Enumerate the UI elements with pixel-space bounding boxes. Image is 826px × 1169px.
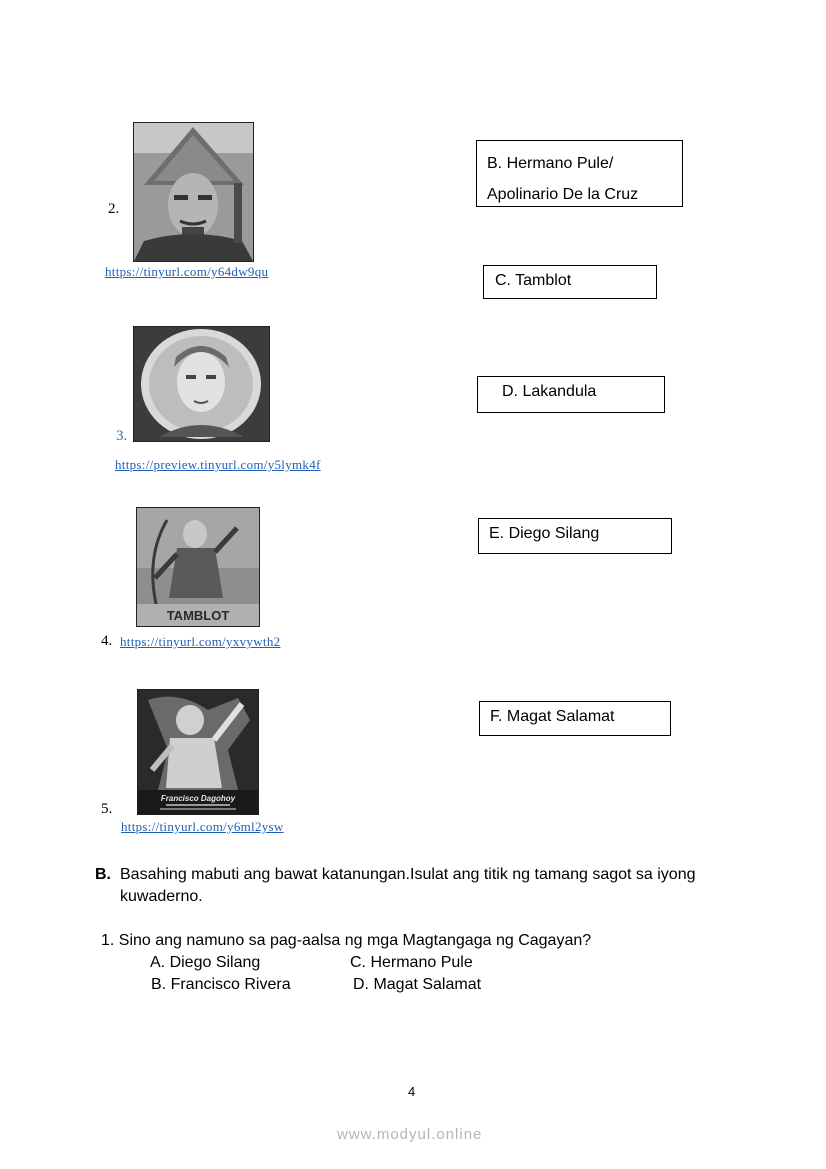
question-1-option-a: A. Diego Silang bbox=[150, 954, 261, 971]
question-1-option-d: D. Magat Salamat bbox=[353, 976, 482, 993]
picture-item-4 bbox=[136, 507, 260, 627]
choice-c-label: C. Tamblot bbox=[495, 272, 572, 289]
item-number-3: 3. bbox=[116, 428, 128, 444]
picture-caption-dagohoy: Francisco Dagohoy bbox=[160, 794, 236, 803]
picture-item-3 bbox=[133, 326, 270, 442]
item-number-5: 5. bbox=[101, 801, 113, 817]
item-number-4: 4. bbox=[101, 633, 113, 649]
section-b-letter: B. bbox=[95, 866, 111, 883]
image-source-link-4[interactable]: https://tinyurl.com/yxvywth2 bbox=[120, 634, 281, 649]
footer-watermark: www.modyul.online bbox=[337, 1126, 483, 1143]
section-b-instruction-line2: kuwaderno. bbox=[120, 888, 203, 905]
choice-b-line2: Apolinario De la Cruz bbox=[487, 186, 639, 203]
page-number: 4 bbox=[408, 1084, 416, 1099]
choice-f-label: F. Magat Salamat bbox=[490, 708, 615, 725]
choice-box-d bbox=[477, 376, 665, 413]
image-source-link-2[interactable]: https://tinyurl.com/y64dw9qu bbox=[105, 264, 269, 279]
choice-b-line1: B. Hermano Pule/ bbox=[487, 155, 614, 172]
image-source-link-5[interactable]: https://tinyurl.com/y6ml2ysw bbox=[121, 819, 284, 834]
choice-box-f bbox=[479, 701, 671, 736]
choice-box-c bbox=[483, 265, 657, 299]
farmer-portrait-icon bbox=[134, 123, 253, 261]
picture-caption-tamblot: TAMBLOT bbox=[166, 608, 230, 623]
choice-box-e bbox=[478, 518, 672, 554]
section-b-instruction-line1: Basahing mabuti ang bawat katanungan.Isulat ang titik ng tamang sagot sa iyong bbox=[120, 866, 696, 883]
question-1-option-b: B. Francisco Rivera bbox=[151, 976, 291, 993]
picture-item-5 bbox=[137, 689, 259, 815]
man-portrait-icon bbox=[134, 327, 269, 441]
francisco-dagohoy-icon bbox=[138, 690, 258, 814]
picture-item-2 bbox=[133, 122, 254, 262]
choice-e-label: E. Diego Silang bbox=[489, 525, 600, 542]
choice-box-b bbox=[476, 140, 683, 207]
question-1-option-c: C. Hermano Pule bbox=[350, 954, 473, 971]
question-1-text: 1. Sino ang namuno sa pag-aalsa ng mga Magtangaga ng Cagayan? bbox=[101, 932, 592, 949]
item-number-2: 2. bbox=[108, 201, 120, 217]
choice-d-label: D. Lakandula bbox=[502, 383, 597, 400]
image-source-link-3[interactable]: https://preview.tinyurl.com/y5lymk4f bbox=[115, 457, 321, 472]
tamblot-warrior-icon bbox=[137, 508, 259, 626]
